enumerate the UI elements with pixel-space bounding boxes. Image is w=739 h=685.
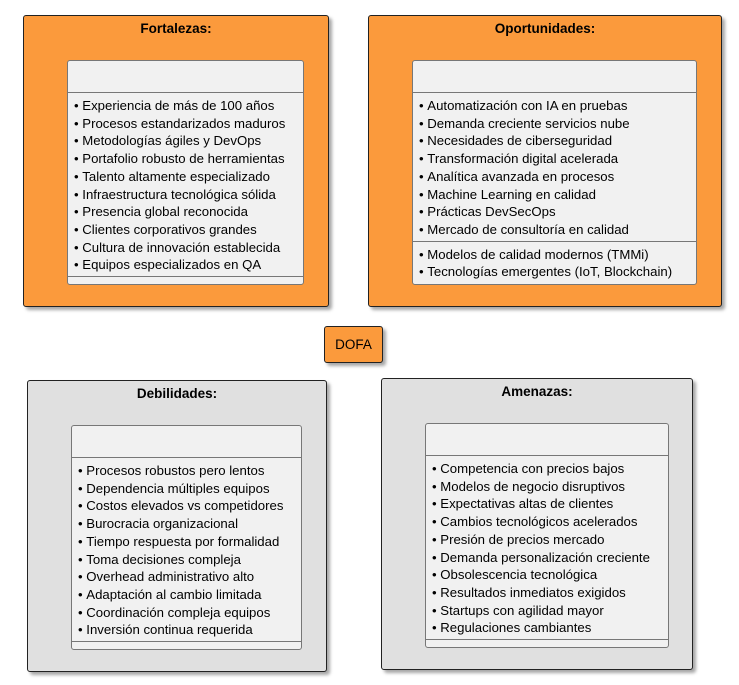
quadrant-amenazas: [381, 378, 693, 670]
amenazas-class-header: [426, 424, 668, 456]
list-item: • Coordinación compleja equipos: [78, 604, 301, 622]
list-item: • Presión de precios mercado: [432, 531, 668, 549]
list-item: • Overhead administrativo alto: [78, 568, 301, 586]
quadrant-oportunidades: [368, 15, 722, 307]
amenazas-title: Amenazas:: [501, 384, 573, 399]
list-item: • Startups con agilidad mayor: [432, 602, 668, 620]
list-item: • Automatización con IA en pruebas: [419, 97, 696, 115]
list-item: • Burocracia organizacional: [78, 515, 301, 533]
quadrant-fortalezas: [23, 15, 329, 307]
amenazas-class-footer: [426, 639, 668, 647]
amenazas-class-box: [425, 423, 669, 648]
list-item: • Machine Learning en calidad: [419, 186, 696, 204]
list-item: • Portafolio robusto de herramientas: [74, 150, 303, 168]
list-item: • Experiencia de más de 100 años: [74, 97, 303, 115]
list-item: • Costos elevados vs competidores: [78, 497, 301, 515]
list-item: • Procesos estandarizados maduros: [74, 115, 303, 133]
debilidades-class-header: [72, 426, 301, 458]
fortalezas-class-box: [67, 60, 304, 285]
list-item: • Presencia global reconocida: [74, 203, 303, 221]
list-item: • Modelos de calidad modernos (TMMi): [419, 246, 696, 264]
list-item: • Metodologías ágiles y DevOps: [74, 132, 303, 150]
list-item: • Tiempo respuesta por formalidad: [78, 533, 301, 551]
debilidades-class-footer: [72, 641, 301, 649]
list-item: • Adaptación al cambio limitada: [78, 586, 301, 604]
list-item: • Resultados inmediatos exigidos: [432, 584, 668, 602]
amenazas-list: [426, 456, 668, 639]
debilidades-list: [72, 458, 301, 641]
fortalezas-class-header: [68, 61, 303, 93]
list-item: • Demanda creciente servicios nube: [419, 115, 696, 133]
list-item: • Cultura de innovación establecida: [74, 239, 303, 257]
fortalezas-title: Fortalezas:: [140, 21, 212, 36]
list-item: • Toma decisiones compleja: [78, 551, 301, 569]
oportunidades-list: [413, 93, 696, 241]
oportunidades-class-header: [413, 61, 696, 93]
debilidades-class-box: [71, 425, 302, 650]
list-item: • Prácticas DevSecOps: [419, 203, 696, 221]
list-item: • Mercado de consultoría en calidad: [419, 221, 696, 239]
list-item: • Modelos de negocio disruptivos: [432, 478, 668, 496]
oportunidades-class-box: [412, 60, 697, 285]
list-item: • Tecnologías emergentes (IoT, Blockchain): [419, 263, 696, 281]
list-item: • Equipos especializados en QA: [74, 256, 303, 274]
dofa-label: DOFA: [335, 337, 372, 352]
quadrant-debilidades: [27, 380, 327, 672]
list-item: • Inversión continua requerida: [78, 621, 301, 639]
dofa-center-node: [324, 326, 383, 363]
list-item: • Infraestructura tecnológica sólida: [74, 186, 303, 204]
list-item: • Demanda personalización creciente: [432, 549, 668, 567]
oportunidades-list-extra: [413, 241, 696, 283]
list-item: • Analítica avanzada en procesos: [419, 168, 696, 186]
oportunidades-title: Oportunidades:: [494, 21, 596, 36]
list-item: • Competencia con precios bajos: [432, 460, 668, 478]
list-item: • Transformación digital acelerada: [419, 150, 696, 168]
list-item: • Dependencia múltiples equipos: [78, 480, 301, 498]
list-item: • Regulaciones cambiantes: [432, 619, 668, 637]
fortalezas-class-footer: [68, 276, 303, 284]
list-item: • Cambios tecnológicos acelerados: [432, 513, 668, 531]
list-item: • Obsolescencia tecnológica: [432, 566, 668, 584]
list-item: • Talento altamente especializado: [74, 168, 303, 186]
debilidades-title: Debilidades:: [136, 386, 218, 401]
list-item: • Necesidades de ciberseguridad: [419, 132, 696, 150]
list-item: • Expectativas altas de clientes: [432, 495, 668, 513]
list-item: • Clientes corporativos grandes: [74, 221, 303, 239]
fortalezas-list: [68, 93, 303, 276]
list-item: • Procesos robustos pero lentos: [78, 462, 301, 480]
